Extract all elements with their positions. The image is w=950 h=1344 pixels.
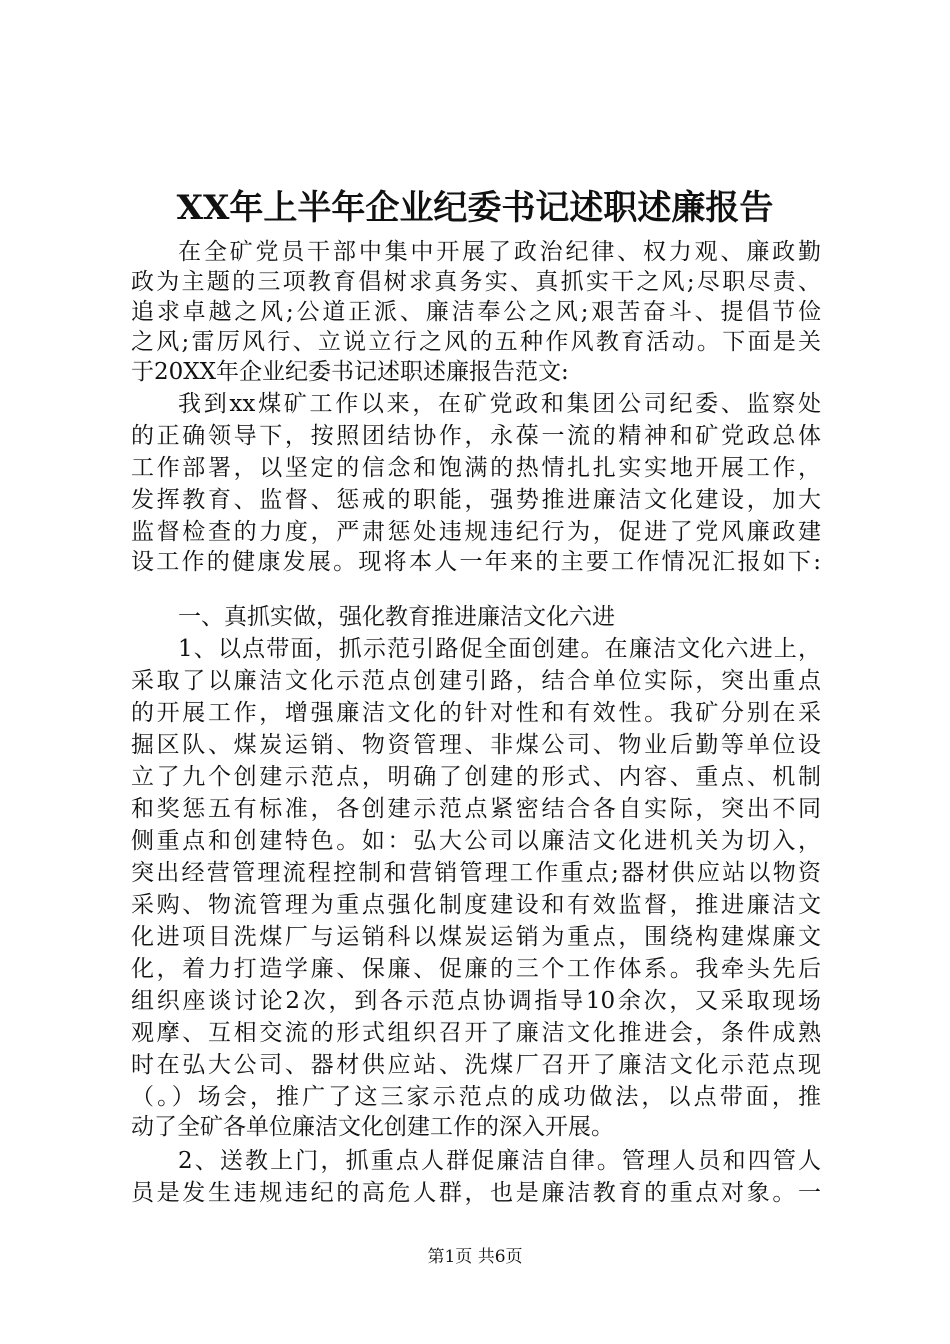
body-line: 设工作的健康发展。现将本人一年来的主要工作情况汇报如下:: [131, 549, 821, 575]
body-line: 之风;雷厉风行、立说立行之风的五种作风教育活动。下面是关: [131, 329, 821, 355]
section-heading: 一、真抓实做，强化教育推进廉洁文化六进: [178, 604, 615, 630]
body-line: 政为主题的三项教育倡树求真务实、真抓实干之风;尽职尽责、: [131, 269, 821, 295]
body-line: 突出经营管理流程控制和营销管理工作重点;器材供应站以物资: [131, 860, 821, 886]
body-line: 化，着力打造学廉、保廉、促廉的三个工作体系。我牵头先后: [131, 956, 821, 982]
body-line: 在全矿党员干部中集中开展了政治纪律、权力观、廉政勤: [178, 239, 821, 265]
body-line: 2、送教上门，抓重点人群促廉洁自律。管理人员和四管人: [178, 1148, 821, 1174]
body-line: 和奖惩五有标准，各创建示范点紧密结合各自实际，突出不同: [131, 796, 821, 822]
body-line: 的开展工作，增强廉洁文化的针对性和有效性。我矿分别在采: [131, 700, 821, 726]
body-line: 追求卓越之风;公道正派、廉洁奉公之风;艰苦奋斗、提倡节俭: [131, 299, 821, 325]
body-line: 员是发生违规违纪的高危人群，也是廉洁教育的重点对象。一: [131, 1180, 821, 1206]
body-line: 侧重点和创建特色。如：弘大公司以廉洁文化进机关为切入，: [131, 828, 821, 854]
body-line: 化进项目洗煤厂与运销科以煤炭运销为重点，围绕构建煤廉文: [131, 924, 821, 950]
body-line: 的正确领导下，按照团结协作，永葆一流的精神和矿党政总体: [131, 423, 821, 449]
body-line: （。）场会，推广了这三家示范点的成功做法，以点带面，推: [131, 1084, 821, 1110]
body-line: 发挥教育、监督、惩戒的职能，强势推进廉洁文化建设，加大: [131, 487, 821, 513]
body-line: 采购、物流管理为重点强化制度建设和有效监督，推进廉洁文: [131, 892, 821, 918]
body-line: 观摩、互相交流的形式组织召开了廉洁文化推进会，条件成熟: [131, 1020, 821, 1046]
body-line: 动了全矿各单位廉洁文化创建工作的深入开展。: [131, 1114, 614, 1140]
body-line: 我到xx煤矿工作以来，在矿党政和集团公司纪委、监察处: [178, 391, 821, 417]
body-line: 立了九个创建示范点，明确了创建的形式、内容、重点、机制: [131, 764, 821, 790]
body-line: 掘区队、煤炭运销、物资管理、非煤公司、物业后勤等单位设: [131, 732, 821, 758]
body-line: 组织座谈讨论2次，到各示范点协调指导10余次，又采取现场: [131, 988, 821, 1014]
body-line: 1、以点带面，抓示范引路促全面创建。在廉洁文化六进上，: [178, 636, 821, 662]
page-number: 第1页 共6页: [427, 1247, 523, 1267]
document-title: XX年上半年企业纪委书记述职述廉报告: [176, 188, 774, 228]
body-line: 监督检查的力度，严肃惩处违规违纪行为，促进了党风廉政建: [131, 519, 821, 545]
body-line: 时在弘大公司、器材供应站、洗煤厂召开了廉洁文化示范点现: [131, 1052, 821, 1078]
body-line: 采取了以廉洁文化示范点创建引路，结合单位实际，突出重点: [131, 668, 821, 694]
body-line: 工作部署，以坚定的信念和饱满的热情扎扎实实地开展工作，: [131, 455, 821, 481]
body-line: 于20XX年企业纪委书记述职述廉报告范文:: [131, 359, 569, 385]
